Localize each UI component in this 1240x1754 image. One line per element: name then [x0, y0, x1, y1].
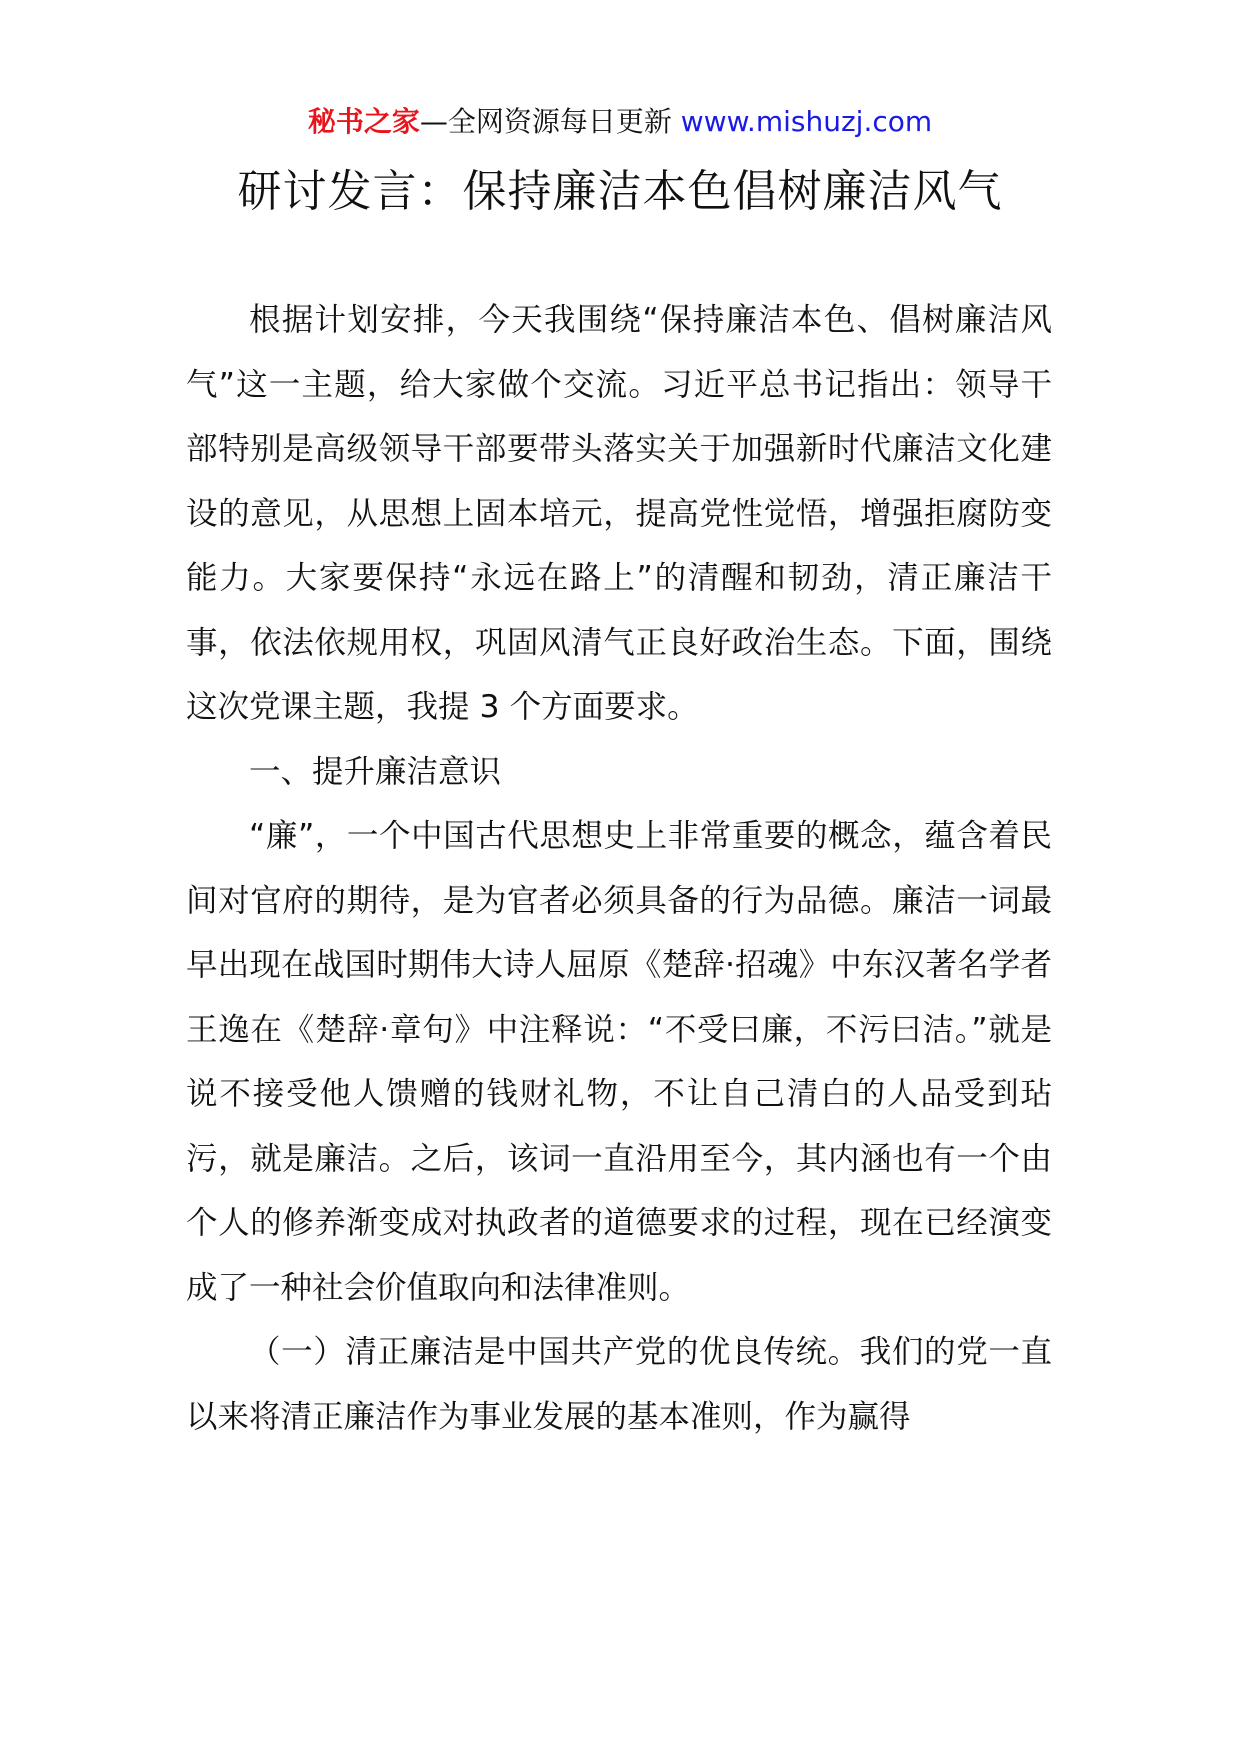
brand-tagline: —全网资源每日更新: [419, 105, 672, 138]
brand-name[interactable]: 秘书之家: [307, 105, 420, 138]
body-paragraph: “廉”，一个中国古代思想史上非常重要的概念，蕴含着民间对官府的期待，是为官者必须具备的行为品德。廉洁一词最早出现在战国时期伟大诗人屈原《楚辞·招魂》中东汉著名学者王逸在《楚辞·章句》中注释说：“不受曰廉，不污曰洁。”就是说不接受他人馈赠的钱财礼物，不让自己清白的人品受到玷污，就是廉洁。之后，该词一直沿用至今，其内涵也有一个由个人的修养渐变成对执政者的道德要求的过程，现在已经演变成了一种社会价值取向和法律准则。: [186, 818, 1052, 1306]
site-url-link[interactable]: www.mishuzj.com: [680, 105, 933, 138]
intro-paragraph: 根据计划安排，今天我围绕“保持廉洁本色、倡树廉洁风气”这一主题，给大家做个交流。习近平总书记指出：领导干部特别是高级领导干部要带头落实关于加强新时代廉洁文化建设的意见，从思想上固本培元，提高党性觉悟，增强拒腐防变能力。大家要保持“永远在路上”的清醒和韧劲，清正廉洁干事，依法依规用权，巩固风清气正良好政治生态。下面，围绕这次党课主题，我提 3 个方面要求。: [186, 302, 1052, 725]
document-title: 研讨发言：保持廉洁本色倡树廉洁风气: [237, 166, 1003, 217]
subsection-paragraph: （一）清正廉洁是中国共产党的优良传统。我们的党一直以来将清正廉洁作为事业发展的基本准则，作为赢得: [186, 1334, 1052, 1435]
site-banner: [0, 102, 1240, 142]
document-body: [186, 288, 1052, 1449]
section-heading-1: 一、提升廉洁意识: [249, 753, 502, 790]
